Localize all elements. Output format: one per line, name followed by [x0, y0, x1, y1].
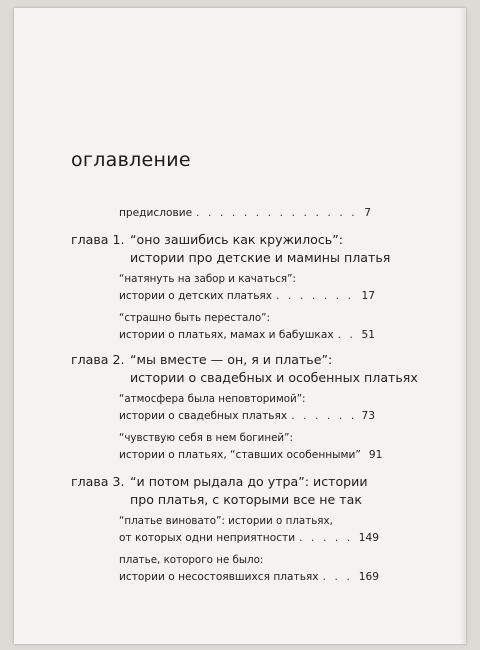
chapter-1-prefix: глава 1.	[71, 232, 125, 247]
entry-label: истории о несостоявшихся платьях	[119, 571, 319, 583]
leader-dots	[338, 328, 358, 342]
chapter-3-title-line1[interactable]: “и потом рыдала до утра”: истории	[130, 474, 368, 489]
chapter-2-section-1-subtitle: “атмосфера была неповторимой”:	[119, 393, 306, 405]
page-number: 7	[364, 207, 371, 219]
entry-label: истории о свадебных платьях	[119, 410, 288, 422]
toc-entry-ch2-s2[interactable]	[119, 448, 383, 462]
chapter-3-prefix: глава 3.	[71, 474, 125, 489]
leader-dots	[323, 570, 355, 584]
toc-entry-preface[interactable]	[119, 206, 371, 220]
toc-entry-ch1-s1[interactable]	[119, 289, 375, 303]
toc-entry-ch3-s1[interactable]	[119, 531, 379, 545]
chapter-3-title-line2[interactable]: про платья, с которыми все не так	[130, 492, 362, 507]
entry-label: истории о платьях, мамах и бабушках	[119, 329, 334, 341]
entry-label: предисловие	[119, 207, 193, 219]
chapter-3-section-2-subtitle: платье, которого не было:	[119, 554, 264, 566]
chapter-2-prefix: глава 2.	[71, 352, 125, 367]
page-number: 51	[361, 329, 375, 341]
chapter-1-title-line1[interactable]: “оно зашибись как кружилось”:	[130, 232, 343, 247]
chapter-2-section-2-subtitle: “чувствую себя в нем богиней”:	[119, 432, 293, 444]
entry-label: истории о детских платьях	[119, 290, 273, 302]
page-number: 91	[368, 449, 383, 461]
leader-dots	[276, 289, 357, 303]
page-number: 73	[361, 410, 375, 422]
chapter-1-title-line2[interactable]: истории про детские и мамины платья	[130, 250, 391, 265]
chapter-1-section-2-subtitle: “страшно быть перестало”:	[119, 312, 270, 324]
toc-title: оглавление	[71, 149, 191, 171]
toc-entry-ch3-s2[interactable]	[119, 570, 379, 584]
toc-entry-ch1-s2[interactable]	[119, 328, 375, 342]
chapter-1-section-1-subtitle: “натянуть на забор и качаться”:	[119, 273, 296, 285]
leader-dots	[196, 206, 357, 220]
chapter-2-title-line2[interactable]: истории о свадебных и особенных платьях	[130, 370, 418, 385]
chapter-3-section-1-subtitle: “платье виновато”: истории о платьях,	[119, 515, 333, 527]
leader-dots	[291, 409, 357, 423]
toc-entry-ch2-s1[interactable]	[119, 409, 375, 423]
leader-dots	[299, 531, 355, 545]
page-number: 169	[358, 571, 379, 583]
chapter-2-title-line1[interactable]: “мы вместе — он, я и платье”:	[130, 352, 333, 367]
page-number: 17	[361, 290, 375, 302]
page-number: 149	[358, 532, 379, 544]
book-page	[14, 8, 466, 644]
entry-label: от которых одни неприятности	[119, 532, 296, 544]
page-edge-shadow	[460, 8, 466, 644]
entry-label: истории о платьях, “ставших особенными”	[119, 449, 361, 461]
